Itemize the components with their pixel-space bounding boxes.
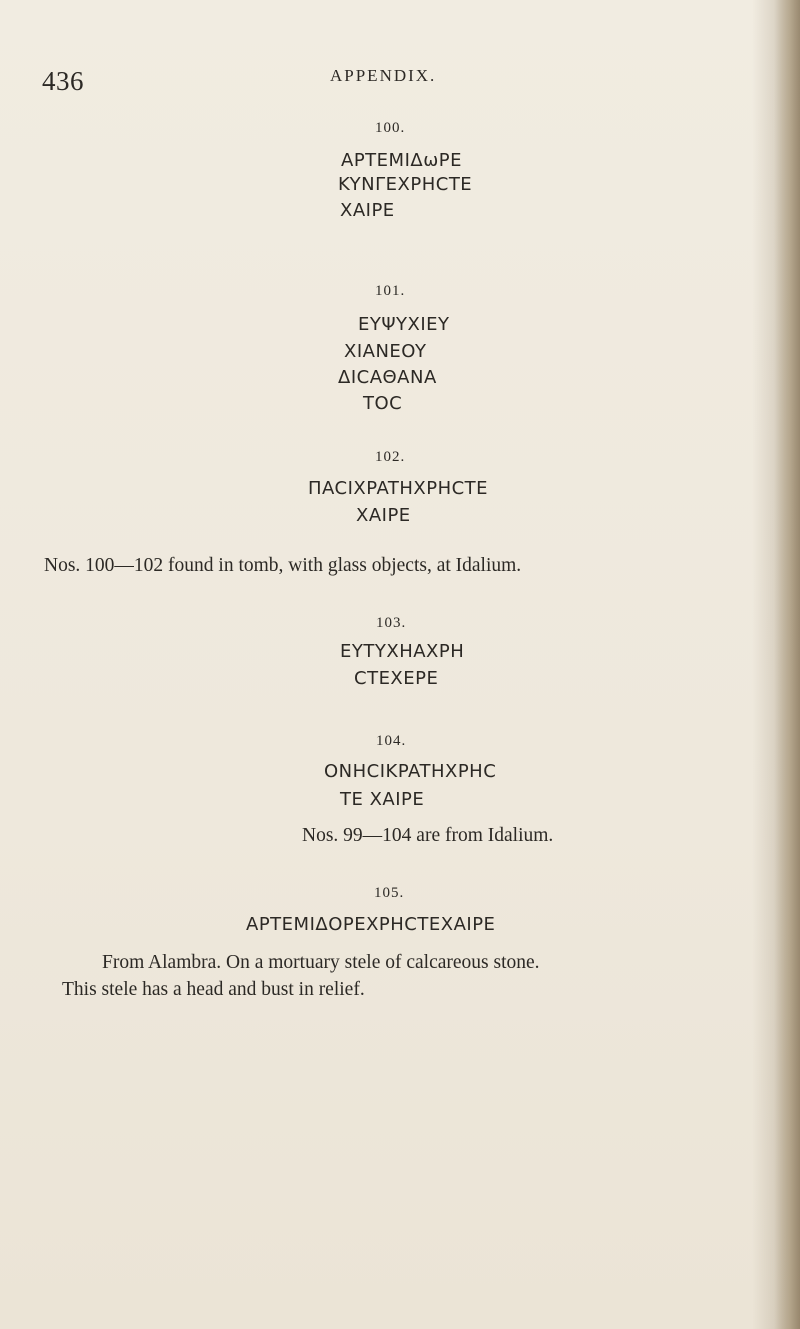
inscription-line: CTEXEPE <box>354 668 439 689</box>
entry-number: 105. <box>374 885 405 901</box>
inscription-line: XIANEOY <box>344 341 427 362</box>
entry-number: 104. <box>376 733 407 749</box>
entry-number: 102. <box>375 449 406 465</box>
inscription-line: APTEMIΔωPE <box>341 150 462 171</box>
description-line: This stele has a head and bust in relief. <box>62 979 365 1000</box>
inscription-line: EYΨYXIEY <box>358 314 450 335</box>
provenance-note: Nos. 100—102 found in tomb, with glass objects, at Idalium. <box>44 555 522 576</box>
inscription-line: TOC <box>363 393 403 414</box>
entry-number: 101. <box>375 283 406 299</box>
inscription-line: ΔICAΘANA <box>338 367 437 388</box>
entry-number: 103. <box>376 615 407 631</box>
inscription-line: TE XAIPE <box>340 789 425 810</box>
inscription-line: ΠACIXPATHXPHCTE <box>308 478 489 499</box>
page-number: 436 <box>42 66 84 96</box>
inscription-line: KYNΓEXPHCTE <box>338 174 473 195</box>
inscription-line: ONHCIKPATHXPHC <box>324 761 497 782</box>
inscription-line: XAIPE <box>356 505 411 526</box>
inscription-line: XAIPE <box>340 200 395 221</box>
provenance-note: Nos. 99—104 are from Idalium. <box>302 825 554 846</box>
inscription-line: APTEMIΔOPEXPHCTEXAIPE <box>246 914 496 935</box>
running-head: APPENDIX. <box>330 66 437 85</box>
inscription-line: EYTYXHAXPH <box>340 641 465 662</box>
entry-number: 100. <box>375 120 406 136</box>
page-edge-shadow <box>774 0 800 1329</box>
description-line: From Alambra. On a mortuary stele of calcareous stone. <box>102 952 540 973</box>
